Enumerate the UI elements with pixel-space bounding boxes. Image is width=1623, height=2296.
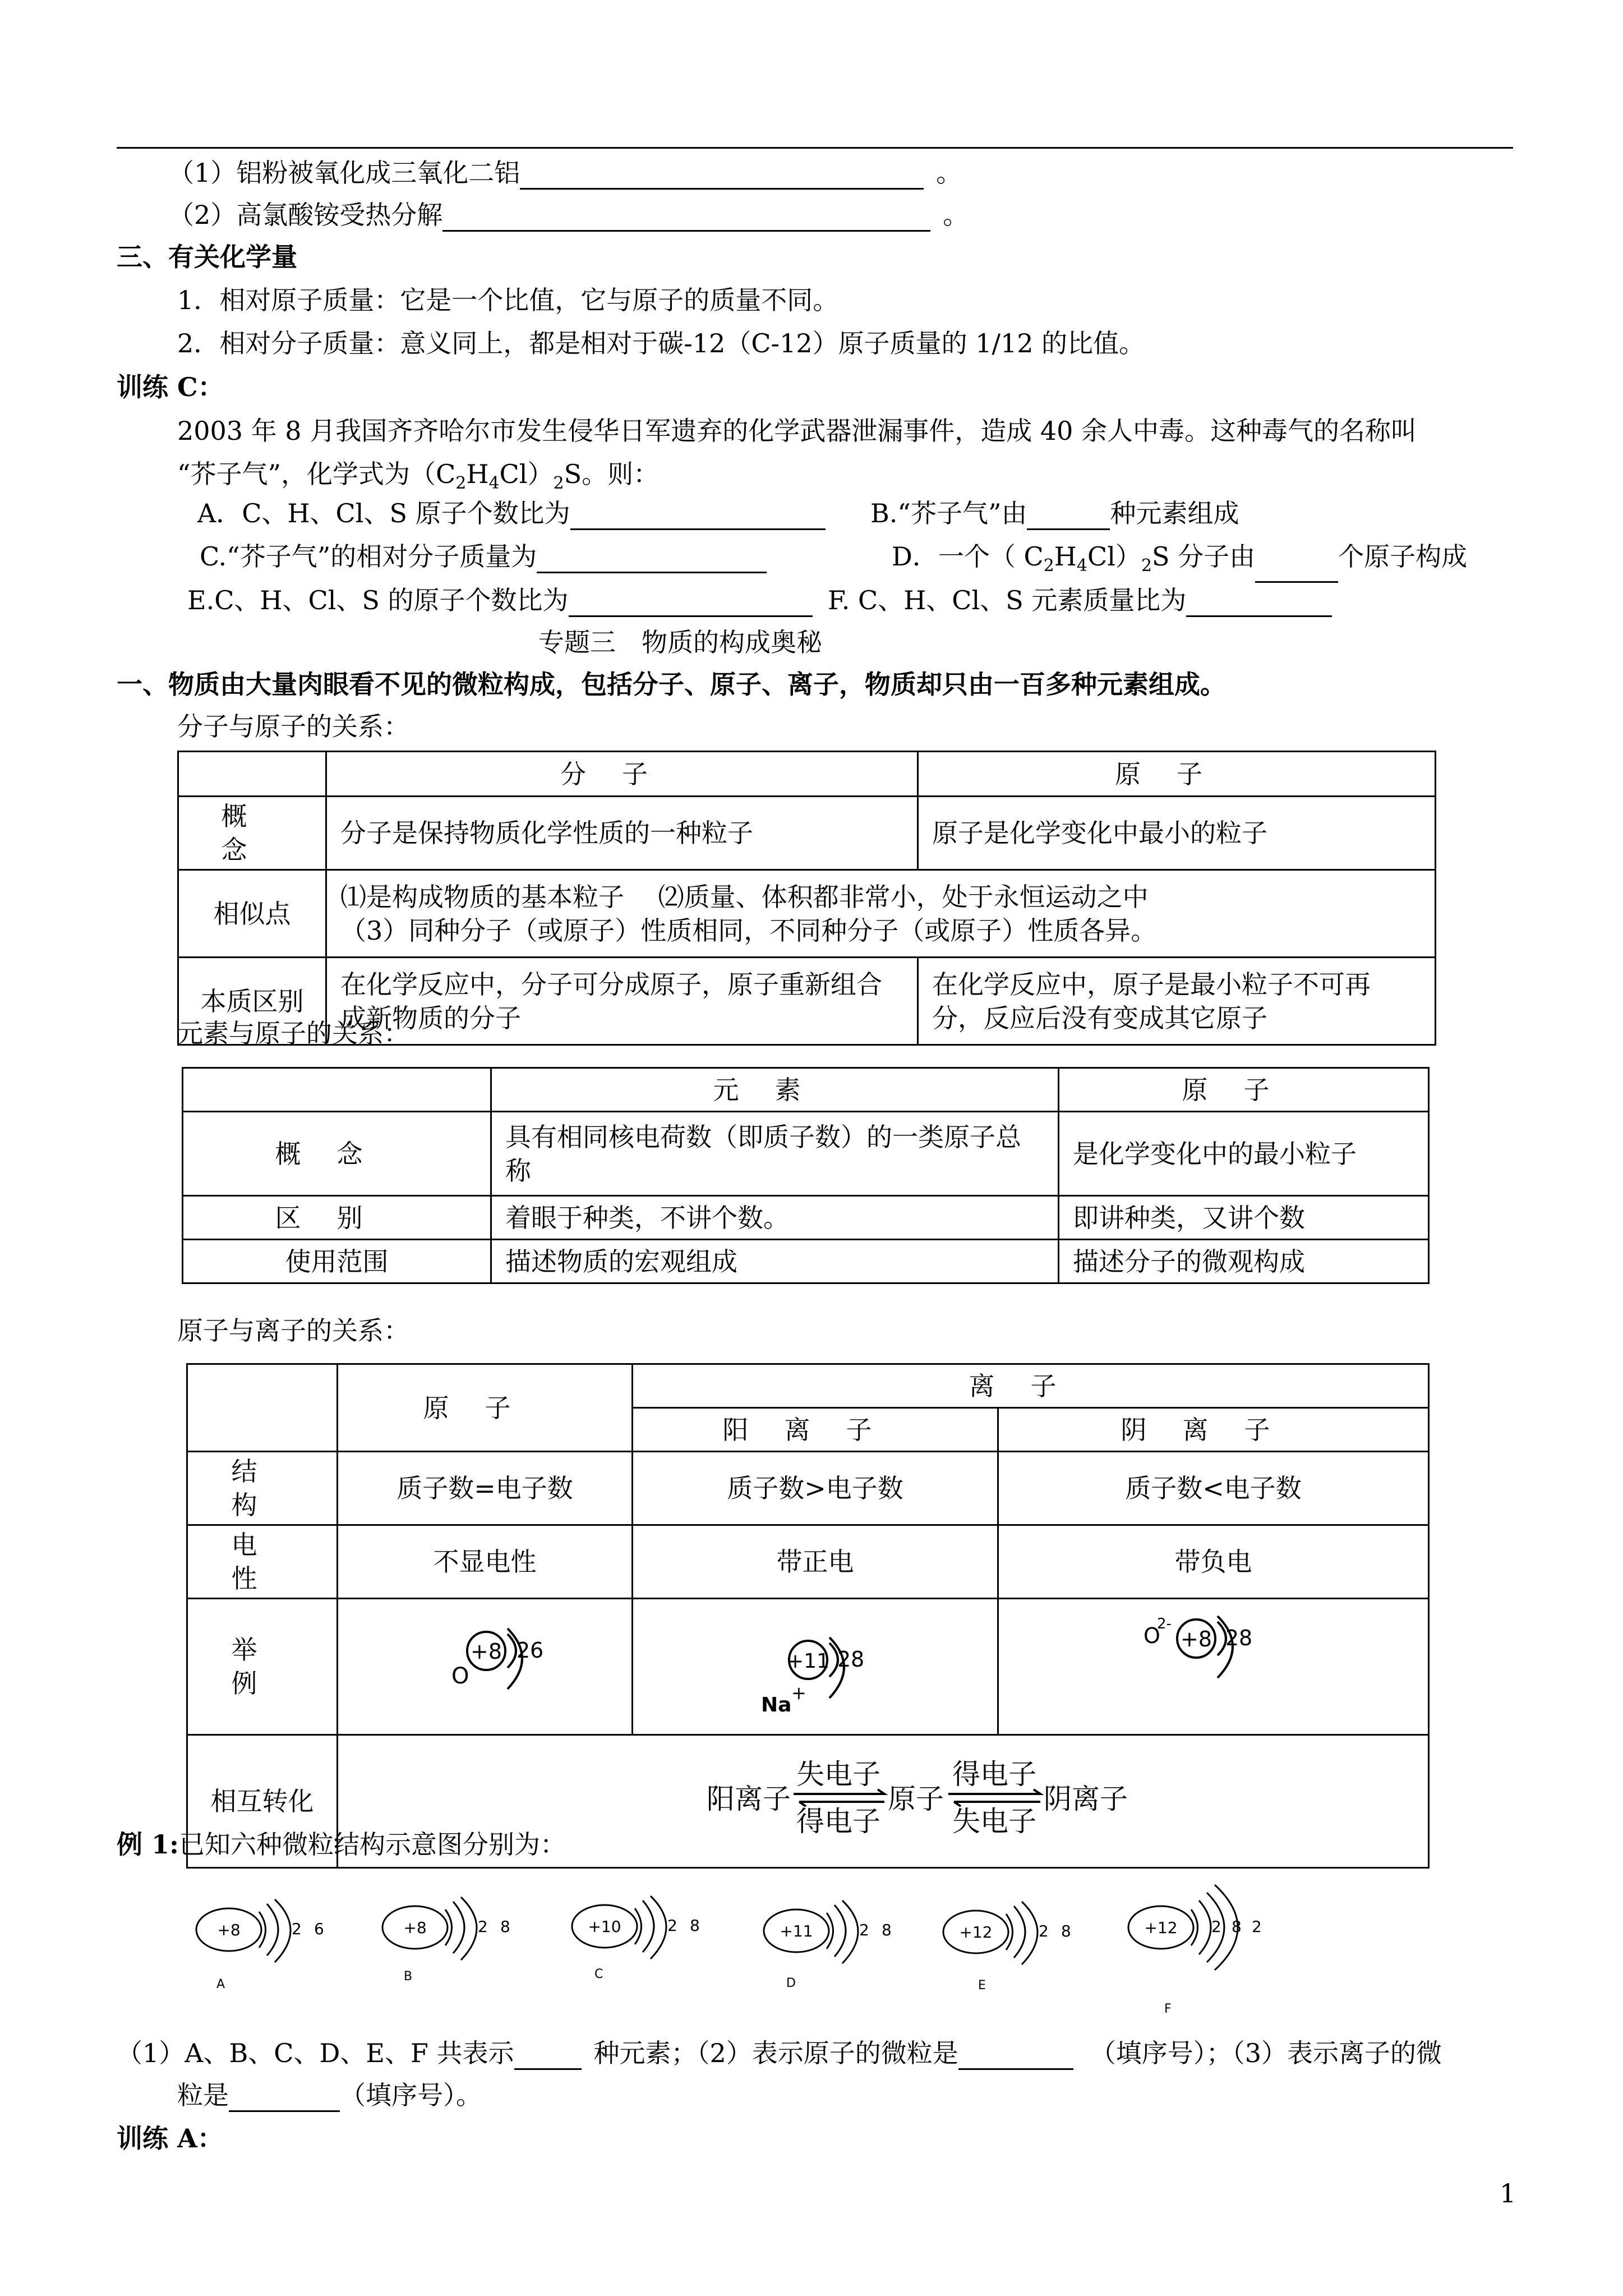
cell-anion-example [998,1599,1429,1735]
ion-charge: + [791,1682,806,1704]
nucleus-charge: +12 [1144,1918,1178,1937]
example-question-line2 [177,2078,482,2112]
shell-electrons: 2 [1039,1922,1049,1940]
text: Cl） [499,459,554,489]
question-text: 种元素；（2）表示原子的微粒是 [593,2038,958,2068]
shell-arc [1199,1901,1211,1954]
oxygen-atom-diagram [339,1599,631,1726]
shell-electrons: 2 [1211,1917,1221,1936]
answer-blank[interactable] [958,2044,1073,2070]
nucleus-charge: +8 [217,1921,241,1939]
cell: 分子是保持物质化学性质的一种粒子 [326,797,918,870]
cell: 在化学反应中，分子可分成原子，原子重新组合成新物质的分子 [326,958,918,1045]
element-symbol: O [451,1663,469,1689]
shell-arc [453,1902,464,1953]
text: S。则： [564,459,660,489]
cell: 着眼于种类，不讲个数。 [491,1196,1059,1240]
answer-blank[interactable] [514,2044,582,2070]
option-text: 种元素组成 [1110,498,1239,528]
cell: 带负电 [998,1525,1429,1599]
text: “芥子气”，化学式为（C [177,459,456,489]
particle-d [764,1901,892,1990]
cation-label: 阳离子 [706,1783,791,1815]
element-symbol: Na [760,1694,791,1717]
cell: 质子数=电子数 [338,1452,633,1525]
shell-arc [643,1901,654,1952]
shell-arc [834,1905,846,1957]
example-text: 已知六种微粒结构示意图分别为： [179,1829,566,1860]
option-a [197,496,826,530]
option-text: F. C、H、Cl、S 元素质量比为 [828,585,1187,615]
cell: 即讲种类，又讲个数 [1059,1196,1429,1240]
question-text: （填序号）；（3）表示离子的微 [1090,2038,1442,2068]
shell-electrons: 8 [1232,1917,1242,1936]
cell: 描述分子的微观构成 [1059,1240,1429,1283]
cell: 质子数>电子数 [633,1452,998,1525]
particle-letter: C [594,1967,603,1981]
row-label: 举例 [187,1599,338,1735]
option-f [828,583,1332,617]
header-atom: 原子 [338,1364,633,1452]
period: 。 [943,200,969,230]
paragraph: 2．相对分子质量：意义同上，都是相对于碳-12（C-12）原子质量的 1/12 的比值。 [177,328,1145,358]
shell-arc [267,1904,278,1955]
cell [326,870,1436,958]
period: 。 [936,158,962,188]
row-label: 相似点 [178,870,326,958]
section-heading: 一、物质由大量肉眼看不见的微粒构成，包括分子、原子、离子，物质却只由一百多种元素组成。 [117,669,1226,700]
atom-ion-table [186,1363,1430,1869]
subscript: 2 [455,473,467,494]
header-element: 元素 [491,1068,1059,1112]
question-1 [168,156,962,190]
example-heading [117,1828,566,1861]
shell-electrons: 2 [478,1917,488,1936]
shell-electrons: 2 [667,1916,677,1935]
cell: 描述物质的宏观组成 [491,1240,1059,1283]
training-label: 训练 A： [117,2123,223,2154]
header-atom: 原子 [1059,1068,1429,1112]
option-text: D．一个（ C [892,541,1044,572]
answer-blank[interactable] [570,504,826,530]
shell-arc [651,1896,666,1959]
cell: 是化学变化中的最小粒子 [1059,1112,1429,1196]
shell-electrons: 2 [1225,1626,1239,1650]
option-d [892,540,1467,583]
cell: 带正电 [633,1525,998,1599]
molecule-atom-table [177,751,1436,1046]
header-ion: 离子 [633,1364,1429,1408]
particle-letter: D [786,1976,796,1990]
particle-a [196,1899,324,1991]
cell: 质子数<电子数 [998,1452,1429,1525]
paragraph: 2003 年 8 月我国齐齐哈尔市发生侵华日军遗弃的化学武器泄漏事件，造成 40 余人中毒。这种毒气的名称叫 [177,416,1417,446]
example-question-line1 [117,2036,1442,2070]
header-cation: 阳离子 [633,1408,998,1452]
shell-arc [1014,1906,1025,1958]
question-text: （填序号）。 [340,2080,482,2110]
cell-cation-example [633,1599,998,1735]
question-text: （1）A、B、C、D、E、F 共表示 [117,2038,514,2068]
ion-charge: 2- [1156,1616,1172,1632]
shell-electrons: 2 [1252,1917,1262,1936]
header-molecule: 分子 [326,752,918,797]
cell-line: （3）同种分子（或原子）性质相同，不同种分子（或原子）性质各异。 [340,915,1157,946]
particle-letter: A [216,1977,225,1991]
lose-electron-label: 失电子 [796,1758,880,1791]
cell: 在化学反应中，原子是最小粒子不可再分，反应后没有变成其它原子 [918,958,1436,1045]
shell-arc [1218,1622,1226,1655]
shell-arc [275,1899,291,1962]
question-text: 粒是 [177,2080,229,2110]
row-label: 本质区别 [178,958,326,1045]
row-label: 相互转化 [187,1735,338,1868]
particle-letter: E [978,1978,986,1993]
option-text: S 分子由 [1152,541,1256,572]
table-caption: 原子与离子的关系： [177,1315,409,1346]
shell-arc [829,1643,838,1677]
shell-electrons: 8 [500,1917,510,1936]
particle-c [572,1896,700,1981]
anion-label: 阴离子 [1043,1783,1128,1815]
shell-arc [508,1634,516,1668]
lose-electron-label: 失电子 [952,1805,1036,1838]
header-anion: 阴离子 [998,1408,1429,1452]
subscript: 2 [1043,556,1054,576]
shell-electrons: 8 [1238,1626,1252,1650]
cell: 不显电性 [338,1525,633,1599]
shell-electrons: 8 [882,1921,892,1939]
shell-arc [827,1913,833,1949]
element-symbol: O [1143,1623,1160,1648]
question-2 [168,198,969,232]
answer-blank[interactable] [569,591,813,617]
row-label: 电性 [187,1525,338,1599]
option-text: E.C、H、Cl、S 的原子个数比为 [187,585,569,615]
answer-blank[interactable] [520,163,924,190]
option-b [870,496,1239,530]
row-label: 结构 [187,1452,338,1525]
nucleus-charge: +11 [786,1650,829,1673]
oxide-ion-diagram [1000,1599,1427,1726]
row-label: 概念 [178,797,326,870]
cell: 具有相同核电荷数（即质子数）的一类原子总称 [491,1112,1059,1196]
row-label: 使用范围 [183,1240,491,1283]
subscript: 4 [488,473,500,494]
formula-line [177,457,659,500]
nucleus-charge: +12 [959,1923,993,1941]
shell-arc [842,1901,858,1963]
answer-blank[interactable] [1027,504,1110,530]
question-2-text: （2）高氯酸铵受热分解 [168,200,443,230]
atom-label: 原子 [887,1783,944,1815]
shell-electrons: 2 [859,1921,869,1939]
header-empty [187,1364,338,1452]
particle-letter: F [1164,2002,1172,2016]
six-particle-diagrams [185,1868,1307,2031]
shell-electrons: 6 [529,1638,543,1663]
particle-letter: B [404,1970,413,1984]
nucleus-charge: +11 [780,1922,813,1940]
answer-blank[interactable] [229,2086,340,2112]
nucleus-charge: +8 [403,1918,427,1937]
page-number: 1 [1500,2178,1516,2208]
header-atom: 原子 [918,752,1436,797]
topic-title: 专题三 物质的构成奥秘 [538,627,822,657]
option-text: A．C、H、Cl、S 原子个数比为 [197,498,570,528]
particle-e [943,1902,1071,1993]
gain-electron-label: 得电子 [952,1758,1036,1791]
shell-electrons: 8 [690,1916,700,1935]
shell-electrons: 2 [516,1638,530,1663]
subscript: 2 [553,473,564,494]
paragraph: 1．相对原子质量：它是一个比值，它与原子的质量不同。 [177,285,839,315]
sodium-ion-diagram [634,1599,997,1726]
row-label: 概念 [183,1112,491,1196]
cell-atom-example [338,1599,633,1735]
example-label: 例 1: [117,1829,179,1860]
gain-electron-label: 得电子 [796,1805,880,1838]
option-text: C.“芥子气”的相对分子质量为 [200,541,537,572]
element-atom-table [182,1067,1430,1284]
nucleus-charge: +10 [588,1917,621,1936]
cell: 原子是化学变化中最小的粒子 [918,797,1436,870]
table-caption: 分子与原子的关系： [177,711,409,742]
shell-arc [461,1897,477,1960]
answer-blank[interactable] [537,547,767,573]
shell-arc [1006,1914,1013,1950]
header-empty [178,752,326,797]
particle-f [1128,1885,1262,2016]
row-label: 区别 [183,1196,491,1240]
particle-b [382,1897,510,1984]
text: H [1054,541,1077,572]
shell-electrons: 8 [1061,1922,1071,1940]
text: Cl） [1087,541,1141,572]
training-label: 训练 C： [117,372,224,402]
table-caption: 元素与原子的关系： [177,1018,409,1048]
shell-arc [259,1912,266,1948]
shell-arc [1191,1910,1198,1945]
shell-electrons: 8 [850,1647,864,1672]
shell-arc [635,1908,642,1944]
option-text: 个原子构成 [1338,541,1468,572]
subscript: 4 [1076,556,1088,576]
question-1-text: （1）铝粉被氧化成三氧化二铝 [168,158,520,188]
nucleus-charge: +8 [470,1639,502,1664]
header-empty [183,1068,491,1112]
text: H [466,459,489,489]
cell-line: ⑴是构成物质的基本粒子 ⑵质量、体积都非常小，处于永恒运动之中 [340,881,1149,912]
option-e [187,583,813,617]
subscript: 2 [1141,556,1152,576]
option-c [200,540,767,573]
option-text: B.“芥子气”由 [870,498,1027,528]
shell-arc [1022,1902,1038,1964]
shell-arc [445,1910,452,1945]
nucleus-charge: +8 [1180,1627,1212,1651]
shell-electrons: 2 [837,1647,851,1672]
answer-blank[interactable] [1255,556,1338,583]
shell-electrons: 6 [314,1920,324,1938]
shell-electrons: 2 [292,1920,302,1938]
section-title: 三、有关化学量 [117,242,297,272]
header-rule [117,147,1513,149]
answer-blank[interactable] [1186,591,1332,617]
answer-blank[interactable] [442,205,930,232]
